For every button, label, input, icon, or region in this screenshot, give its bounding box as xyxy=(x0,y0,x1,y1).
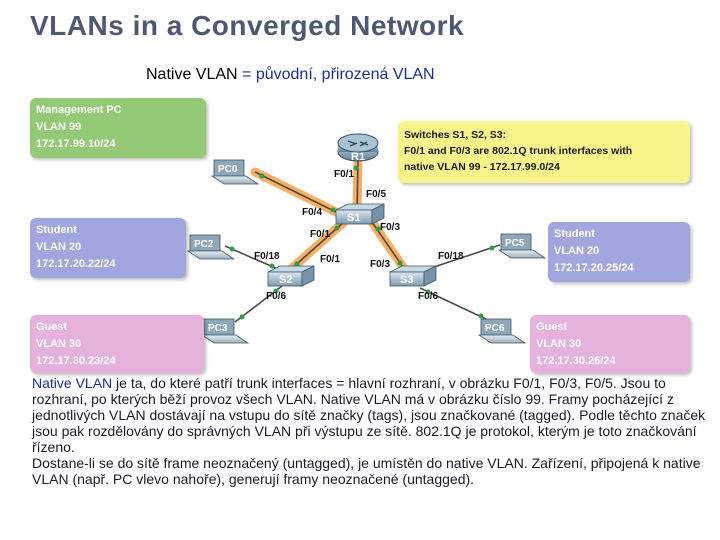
port-s2-f06: F0/6 xyxy=(266,291,287,302)
port-s3-f018: F0/18 xyxy=(438,251,464,262)
guest-left-box xyxy=(30,315,204,373)
student-left-vlan: VLAN 20 xyxy=(36,241,82,253)
guest-right-box xyxy=(530,315,690,373)
switch-s2-label: S2 xyxy=(279,274,293,286)
router-r1-label: R1 xyxy=(351,151,366,163)
management-pc-vlan: VLAN 99 xyxy=(36,121,82,133)
student-right-role: Student xyxy=(554,228,595,240)
switches-info-title: Switches S1, S2, S3: xyxy=(404,129,507,141)
pc2-label: PC2 xyxy=(194,239,214,250)
switch-s1-label: S1 xyxy=(347,212,361,224)
pc3-keyboard xyxy=(202,335,248,343)
port-s3-f06: F0/6 xyxy=(418,291,439,302)
student-left-ip: 172.17.20.22/24 xyxy=(36,258,116,270)
student-right-vlan: VLAN 20 xyxy=(554,245,600,257)
page-title: VLANs in a Converged Network xyxy=(30,10,465,41)
switches-info-box xyxy=(398,121,690,183)
pc6-label: PC6 xyxy=(485,323,505,334)
port-s1-f01: F0/1 xyxy=(310,229,331,240)
port-s1-f04: F0/4 xyxy=(302,207,323,218)
explanation-keyword: Native VLAN xyxy=(32,375,113,391)
switch-s3[interactable] xyxy=(390,266,436,286)
guest-right-ip: 172.17.30.26/24 xyxy=(536,355,616,367)
pc5[interactable] xyxy=(499,234,545,258)
management-pc-role: Management PC xyxy=(36,104,122,116)
subtitle-definition: = původní, přirozená VLAN xyxy=(242,66,435,83)
switches-info-trunk: F0/1 and F0/3 are 802.1Q trunk interfaces with xyxy=(404,145,633,157)
pc5-keyboard xyxy=(499,250,545,258)
subtitle-native-vlan: Native VLAN xyxy=(146,66,243,83)
student-right-box xyxy=(548,222,690,282)
pc3-label: PC3 xyxy=(208,323,228,334)
pc6[interactable] xyxy=(479,319,525,343)
port-s2-f01: F0/1 xyxy=(320,254,341,265)
explanation-text xyxy=(32,375,712,487)
switch-s3-label: S3 xyxy=(400,274,414,286)
guest-right-vlan: VLAN 30 xyxy=(536,338,582,350)
explanation-paragraph-1: je ta, do které patří trunk interfaces = hlavní rozhraní, v obrázku F0/1, F0/3, F0/5. Jsou to rozhraní, po kterých běží provoz všech VLAN. Native VLAN má v obrázku číslo 99. Framy pocházející z jednotlivých VLAN dostávají na vstupu do sítě značky (tags), jsou značkované (tagged). Podle těchto značek jsou pak rozdělovány do správných VLAN při výstupu ze sítě. 802.1Q je protokol, kterým je toto značkování řízeno. xyxy=(32,375,706,455)
switches-info-native: native VLAN 99 - 172.17.99.0/24 xyxy=(404,161,560,173)
guest-left-ip: 172.17.30.23/24 xyxy=(36,355,116,367)
management-pc-box xyxy=(30,98,206,158)
guest-left-role: Guest xyxy=(36,321,68,333)
pc2-keyboard xyxy=(188,251,234,259)
port-s3-f03: F0/3 xyxy=(370,259,391,270)
pc0-label: PC0 xyxy=(218,164,238,175)
port-s2-f018: F0/18 xyxy=(254,251,280,262)
pc0-keyboard xyxy=(212,176,258,184)
student-left-role: Student xyxy=(36,224,77,236)
router-r1[interactable] xyxy=(338,134,378,163)
pc6-keyboard xyxy=(479,335,525,343)
student-left-box xyxy=(30,218,186,278)
router-r1-top xyxy=(338,134,378,152)
cable-pc0-s1 xyxy=(255,172,340,214)
guest-left-vlan: VLAN 30 xyxy=(36,338,82,350)
guest-right-role: Guest xyxy=(536,321,568,333)
explanation-paragraph-2: Dostane-li se do sítě frame neoznačený (untagged), je umístěn do native VLAN. Zařízení, připojená k native VLAN (např. PC vlevo nahoře), generují framy neoznačené (untagged). xyxy=(32,455,701,487)
switch-s2[interactable] xyxy=(268,266,314,286)
port-r1-f01: F0/1 xyxy=(334,169,355,180)
port-s1-f05: F0/5 xyxy=(366,189,387,200)
student-right-ip: 172.17.20.25/24 xyxy=(554,262,634,274)
switch-s1[interactable] xyxy=(336,204,384,224)
management-pc-ip: 172.17.99.10/24 xyxy=(36,138,116,150)
pc3[interactable] xyxy=(202,319,248,343)
pc5-label: PC5 xyxy=(505,238,525,249)
port-s1-f03: F0/3 xyxy=(380,222,401,233)
